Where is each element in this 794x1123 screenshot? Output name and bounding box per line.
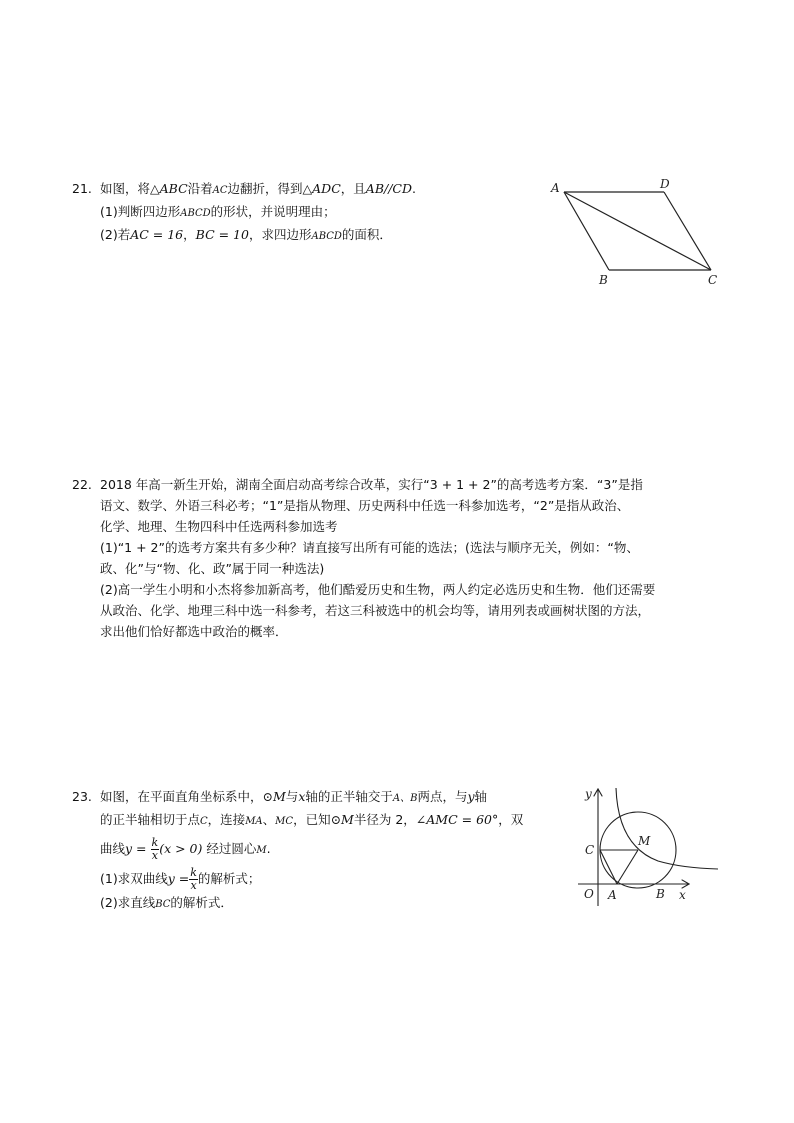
- segment-ca: [600, 850, 617, 884]
- point-d-label: D: [660, 177, 670, 191]
- point-c-label: C: [585, 843, 595, 857]
- origin-label: O: [584, 887, 594, 901]
- question-stem-line-3: 化学、地理、生物四科中任选两科参加选考: [100, 519, 338, 534]
- question-body: [100, 786, 523, 915]
- sub-question-2-line-1: (2)高一学生小明和小杰将参加新高考，他们酷爱历史和生物，两人约定必选历史和生物．他们还需要: [100, 582, 656, 597]
- point-c-label: C: [708, 273, 718, 287]
- point-b-label: B: [599, 273, 608, 287]
- sub-question-1: (1)判断四边形ABCD的形状，并说明理由；: [100, 204, 336, 219]
- question-22: [72, 474, 732, 644]
- sub-question-2: (2)若AC = 16，BC = 10，求四边形ABCD的面积．: [100, 227, 392, 242]
- q21-parallelogram-figure: [540, 174, 730, 292]
- question-23: [72, 786, 562, 936]
- question-number: 22.: [72, 477, 92, 492]
- sub-question-2: (2)求直线BC的解析式．: [100, 895, 233, 910]
- segment-dc: [664, 192, 711, 270]
- sub-question-1-line-1: (1)“1 + 2”的选考方案共有多少种？请直接写出所有可能的选法；(选法与顺序无关，例如：“物、: [100, 540, 639, 555]
- question-body: [100, 178, 416, 247]
- hyperbola-curve: [616, 788, 718, 869]
- sub-question-2-line-2: 从政治、化学、地理三科中选一科参考，若这三科被选中的机会均等，请用列表或画树状图的方法，: [100, 603, 651, 618]
- sub-question-1-line-2: 政、化”与“物、化、政”属于同一种选法): [100, 561, 325, 576]
- segment-ma: [617, 850, 638, 884]
- question-body: [100, 474, 655, 642]
- sub-question-2-line-3: 求出他们恰好都选中政治的概率．: [100, 624, 288, 639]
- question-stem-line-1: 如图，在平面直角坐标系中，⊙M与x轴的正半轴交于A、B两点，与y轴: [100, 789, 488, 804]
- question-21: [72, 178, 532, 248]
- point-a-label: A: [551, 181, 560, 195]
- question-number: 23.: [72, 789, 92, 804]
- y-axis-label: y: [585, 787, 592, 801]
- question-stem-line-2: 的正半轴相切于点C，连接MA、MC，已知⊙M半径为 2，∠AMC = 60°，双: [100, 812, 524, 827]
- question-stem: 如图，将△ABC沿着AC边翻折，得到△ADC，且AB//CD.: [100, 181, 417, 196]
- question-stem-line-1: 2018 年高一新生开始，湖南全面启动高考综合改革，实行“3 + 1 + 2”的高考选考方案．“3”是指: [100, 477, 643, 492]
- x-axis-label: x: [679, 888, 686, 902]
- sub-question-1: (1)求双曲线y = $\frac{k}{x}$ 的解析式；: [100, 866, 261, 892]
- point-a-label: A: [608, 888, 617, 902]
- question-stem-line-3: 曲线y = $\frac{k}{x}$ (x > 0) 经过圆心M.: [100, 836, 271, 862]
- hyperbola-fraction: $\frac{k}{x}$: [190, 866, 197, 892]
- question-number: 21.: [72, 181, 92, 196]
- point-b-label: B: [656, 887, 665, 901]
- point-m-label: M: [638, 834, 651, 848]
- hyperbola-fraction: $\frac{k}{x}$: [151, 836, 159, 862]
- q23-coordinate-figure: [572, 782, 728, 912]
- question-stem-line-2: 语文、数学、外语三科必考；“1”是指从物理、历史两科中任选一科参加选考，“2”是指从政治、: [100, 498, 630, 513]
